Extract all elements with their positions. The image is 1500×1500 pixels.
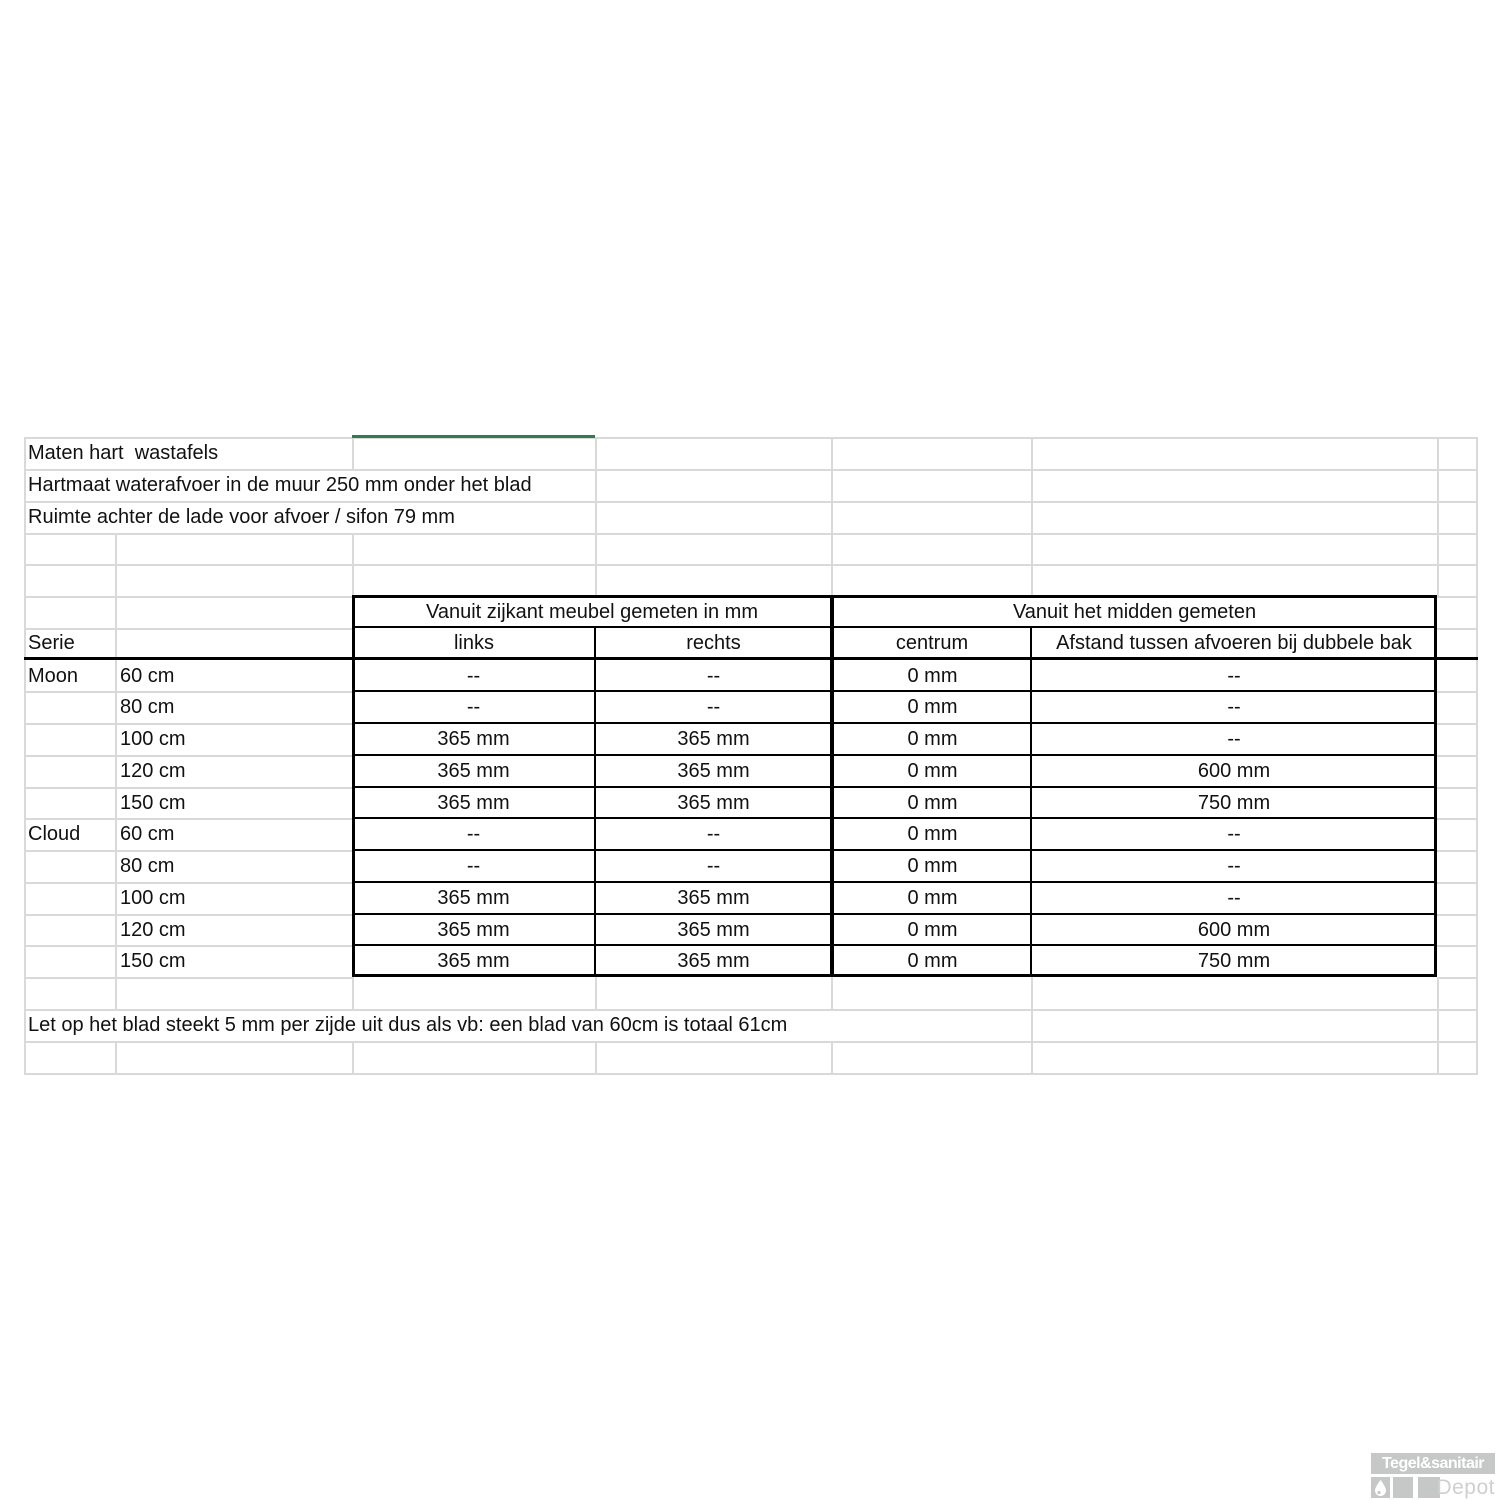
- gridline: [1476, 437, 1478, 1073]
- cell-afstand[interactable]: 750 mm: [1197, 950, 1271, 972]
- cell-links[interactable]: 365 mm: [437, 728, 510, 750]
- gridline: [1437, 945, 1478, 947]
- cell-centrum[interactable]: 0 mm: [907, 791, 958, 814]
- cell-size[interactable]: 60 cm: [120, 664, 175, 687]
- cell-group-header-middle[interactable]: Vanuit het midden gemeten: [1012, 601, 1257, 623]
- cell-afstand[interactable]: --: [1227, 823, 1241, 845]
- cell-centrum[interactable]: 0 mm: [907, 950, 958, 972]
- cell-rechts[interactable]: --: [706, 696, 721, 718]
- cell-size[interactable]: 60 cm: [120, 823, 175, 845]
- gridline: [1437, 628, 1478, 630]
- cell-rechts[interactable]: 365 mm: [677, 918, 750, 941]
- cell-header-links[interactable]: links: [453, 632, 494, 654]
- cell-afstand[interactable]: --: [1227, 728, 1241, 750]
- cell-header-centrum[interactable]: centrum: [895, 632, 969, 654]
- gridline: [831, 437, 833, 596]
- cell-centrum[interactable]: 0 mm: [907, 728, 958, 750]
- cell-rechts[interactable]: 365 mm: [677, 760, 750, 782]
- gridline: [1031, 437, 1033, 596]
- cell-size[interactable]: 100 cm: [120, 728, 186, 750]
- cell-header-afstand[interactable]: Afstand tussen afvoeren bij dubbele bak: [1056, 632, 1412, 654]
- cell-size[interactable]: 120 cm: [120, 760, 186, 782]
- cell-links[interactable]: --: [466, 696, 481, 718]
- gridline: [1437, 755, 1478, 757]
- gridline: [1437, 850, 1478, 852]
- cell-rechts[interactable]: --: [706, 855, 721, 877]
- gridline: [831, 977, 833, 1009]
- table-border: [594, 627, 596, 977]
- cell-links[interactable]: 365 mm: [437, 950, 510, 972]
- brand-name: Tegel&sanitair: [1381, 1454, 1485, 1472]
- cell-links[interactable]: --: [466, 823, 481, 845]
- cell-note-footer[interactable]: Let op het blad steekt 5 mm per zijde uit dus als vb: een blad van 60cm is totaal 61cm: [28, 1014, 788, 1036]
- brand-sub-name: Depot: [1436, 1475, 1495, 1499]
- cell-links[interactable]: 365 mm: [437, 918, 510, 941]
- cell-header-serie[interactable]: Serie: [28, 632, 75, 654]
- gridline: [1437, 882, 1478, 884]
- gridline: [1031, 977, 1033, 1073]
- cell-links[interactable]: 365 mm: [437, 791, 510, 814]
- gridline: [595, 1041, 597, 1073]
- gridline: [1437, 977, 1478, 979]
- gridline: [831, 1041, 833, 1073]
- cell-rechts[interactable]: --: [706, 664, 721, 687]
- gridline: [24, 977, 352, 979]
- gridline: [1437, 723, 1478, 725]
- gridline: [1437, 914, 1478, 916]
- cell-rechts[interactable]: 365 mm: [677, 728, 750, 750]
- cell-header-rechts[interactable]: rechts: [686, 632, 741, 654]
- cell-afstand[interactable]: 600 mm: [1197, 760, 1271, 782]
- logo-square: [1393, 1477, 1413, 1498]
- cell-links[interactable]: --: [466, 664, 481, 687]
- gridline: [352, 533, 354, 596]
- cell-rechts[interactable]: 365 mm: [677, 791, 750, 814]
- gridline: [24, 533, 1478, 535]
- gridline: [352, 977, 354, 1009]
- cell-afstand[interactable]: 750 mm: [1197, 791, 1271, 814]
- cell-size[interactable]: 120 cm: [120, 918, 186, 941]
- cell-links[interactable]: 365 mm: [437, 760, 510, 782]
- cell-note-line3[interactable]: Ruimte achter de lade voor afvoer / sifon 79 mm: [28, 506, 455, 528]
- gridline: [1437, 818, 1478, 820]
- cell-centrum[interactable]: 0 mm: [907, 760, 958, 782]
- gridline: [24, 437, 26, 1073]
- cell-rechts[interactable]: 365 mm: [677, 887, 750, 909]
- logo-square: [1371, 1477, 1390, 1498]
- cell-rechts[interactable]: --: [706, 823, 721, 845]
- gridline: [24, 564, 1478, 566]
- cell-links[interactable]: --: [466, 855, 481, 877]
- gridline: [24, 1041, 1478, 1043]
- cell-centrum[interactable]: 0 mm: [907, 887, 958, 909]
- gridline: [1437, 787, 1478, 789]
- cell-centrum[interactable]: 0 mm: [907, 855, 958, 877]
- gridline: [1437, 596, 1478, 598]
- cell-afstand[interactable]: --: [1227, 664, 1241, 687]
- cell-size[interactable]: 80 cm: [120, 696, 175, 718]
- cell-links[interactable]: 365 mm: [437, 887, 510, 909]
- droplet-icon: [1371, 1477, 1390, 1498]
- gridline: [1437, 437, 1439, 596]
- cell-centrum[interactable]: 0 mm: [907, 664, 958, 687]
- cell-size[interactable]: 80 cm: [120, 855, 175, 877]
- gridline: [24, 1073, 1478, 1075]
- gridline: [24, 596, 352, 598]
- cell-group-header-side[interactable]: Vanuit zijkant meubel gemeten in mm: [425, 601, 758, 623]
- cell-note-line2[interactable]: Hartmaat waterafvoer in de muur 250 mm onder het blad: [28, 474, 532, 496]
- gridline: [352, 1041, 354, 1073]
- cell-centrum[interactable]: 0 mm: [907, 696, 958, 718]
- cell-centrum[interactable]: 0 mm: [907, 823, 958, 845]
- cell-afstand[interactable]: 600 mm: [1197, 918, 1271, 941]
- cell-serie[interactable]: Cloud: [28, 823, 81, 845]
- cell-afstand[interactable]: --: [1227, 855, 1241, 877]
- cell-afstand[interactable]: --: [1227, 887, 1241, 909]
- cell-serie[interactable]: Moon: [28, 664, 79, 687]
- cell-centrum[interactable]: 0 mm: [907, 918, 958, 941]
- gridline: [115, 533, 117, 1009]
- cell-afstand[interactable]: --: [1227, 696, 1241, 718]
- gridline: [115, 1041, 117, 1073]
- gridline: [1437, 977, 1439, 1073]
- cell-note-title[interactable]: Maten hart wastafels: [28, 442, 219, 464]
- gridline: [1437, 691, 1478, 693]
- gridline: [595, 977, 597, 1009]
- cell-size[interactable]: 100 cm: [120, 887, 186, 909]
- cell-size[interactable]: 150 cm: [120, 791, 186, 814]
- cell-rechts[interactable]: 365 mm: [677, 950, 750, 972]
- table-border: [1030, 627, 1032, 977]
- cell-size[interactable]: 150 cm: [120, 950, 186, 972]
- brand-bar: [1371, 1453, 1495, 1474]
